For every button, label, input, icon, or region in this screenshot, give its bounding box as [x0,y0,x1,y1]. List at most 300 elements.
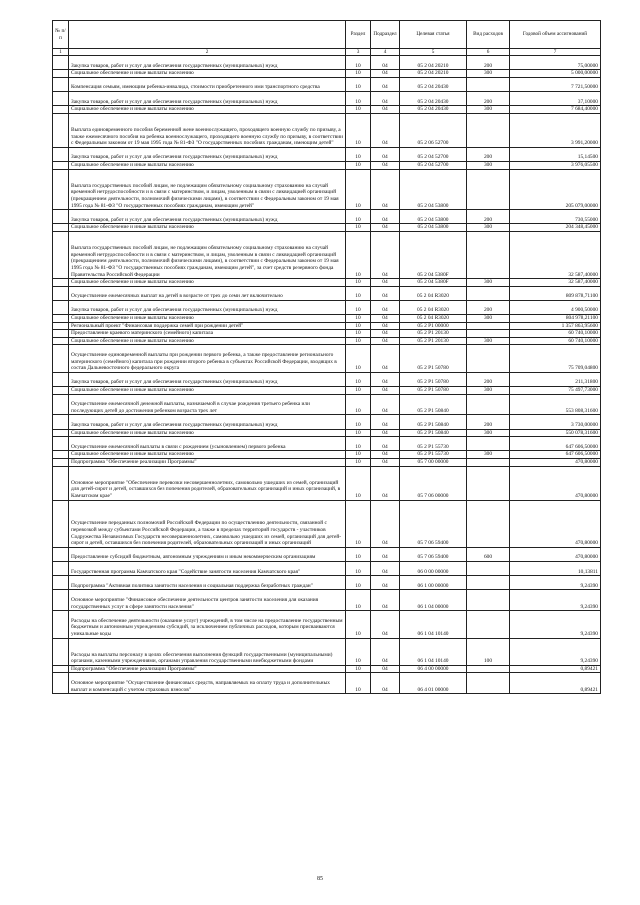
row-target: 05 2 P1 55730 [400,437,467,451]
row-target: 06 4 01 00000 [400,673,467,694]
row-number [53,466,69,500]
row-target: 05 7 00 00000 [400,458,467,466]
row-name: Выплата государственных пособий лицам, не подлежащим обязательному социальному страхованию на случай временной нетрудоспособности и в связи с материнством, и лицам, уволенным в связи с ликвидацией организаций (прекращением деятельности, полномочий физическими лицами), в соответствии с Федеральным законом от 19 мая 1995 года № 81-ФЗ "О государственных пособиях гражданам, имеющим детей", за счет средств резервного фонда Правительства Российской Федерации [69,231,346,278]
row-amount: 470,80000 [510,466,601,500]
row-razdel: 10 [346,315,371,323]
row-amount: 9,24390 [510,638,601,665]
row-razdel: 10 [346,451,371,459]
row-podrazdel: 04 [371,673,400,694]
row-vid [467,77,510,91]
row-target: 05 2 P1 50780 [400,387,467,395]
table-row [53,387,601,395]
row-razdel: 10 [346,322,371,330]
row-razdel: 10 [346,106,371,114]
table-row [53,429,601,437]
table-row [53,315,601,323]
row-target: 05 7 06 00000 [400,466,467,500]
row-name: Расходы на выплаты персоналу в целях обеспечения выполнения функций государственными (муниципальными) органами, казенными учреждениями, органами управления государственными внебюджетными фондами [69,638,346,665]
row-razdel: 10 [346,224,371,232]
row-amount: 60 740,10000 [510,337,601,345]
table-row [53,576,601,590]
row-name: Осуществление ежемесячной денежной выплаты, назначаемой в случае рождения третьего ребенка или последующих детей до достижения ребенком возраста трех лет [69,394,346,415]
row-vid [467,673,510,694]
row-number [53,224,69,232]
header-amount: Годовой объем ассигнований [510,21,601,49]
row-amount: 15,14500 [510,147,601,161]
row-target: 05 2 04 53800 [400,210,467,224]
row-podrazdel: 04 [371,91,400,105]
row-razdel: 10 [346,590,371,611]
row-number [53,300,69,314]
row-amount: 730,55000 [510,210,601,224]
row-podrazdel: 04 [371,337,400,345]
row-vid [467,576,510,590]
row-target: 06 1 00 00000 [400,576,467,590]
table-row [53,394,601,415]
row-target: 05 2 04 5380F [400,279,467,287]
row-amount: 3 991,20000 [510,113,601,147]
row-number [53,70,69,78]
row-podrazdel: 04 [371,576,400,590]
row-vid [467,458,510,466]
row-name: Осуществление ежемесячных выплат на детей в возрасте от трех до семи лет включительно [69,286,346,300]
table-row [53,500,601,547]
row-number [53,56,69,70]
row-target: 05 2 04 R3020 [400,286,467,300]
row-amount: 647 606,50000 [510,437,601,451]
row-target: 05 2 P1 20130 [400,330,467,338]
row-podrazdel: 04 [371,394,400,415]
row-amount: 0,89421 [510,665,601,673]
row-amount: 809 878,71100 [510,286,601,300]
header-name [69,21,346,49]
row-name: Осуществление переданных полномочий Российской Федерации по осуществлению деятельности, связанной с перевозкой между субъектами Российской Федерации, а также в пределах территорий государств - участников Содружества Независимых Государств несовершеннолетних, самовольно ушедших из семей, организаций для детей-сирот и детей, оставшихся без попечения родителей, образовательных организаций и иных организаций [69,500,346,547]
row-podrazdel: 04 [371,590,400,611]
row-razdel: 10 [346,56,371,70]
row-razdel: 10 [346,113,371,147]
row-vid [467,113,510,147]
row-target: 06 1 04 10140 [400,638,467,665]
row-number [53,315,69,323]
table-row [53,279,601,287]
row-amount: 7 721,50000 [510,77,601,91]
table-row [53,210,601,224]
row-vid: 300 [467,429,510,437]
row-target: 05 2 04 52700 [400,147,467,161]
table-row [53,590,601,611]
row-target: 05 2 P1 50780 [400,372,467,386]
row-name: Подпрограмма "Обеспечение реализации Программы" [69,458,346,466]
row-amount: 4 900,50000 [510,300,601,314]
row-podrazdel: 04 [371,345,400,372]
table-row [53,561,601,575]
row-podrazdel: 04 [371,224,400,232]
table-row [53,300,601,314]
row-podrazdel: 04 [371,500,400,547]
row-vid [467,322,510,330]
row-name: Предоставление краевого материнского (семейного) капитала [69,330,346,338]
row-vid: 600 [467,547,510,561]
table-row [53,458,601,466]
row-name: Социальное обеспечение и иные выплаты населению [69,429,346,437]
row-razdel: 10 [346,466,371,500]
row-target: 05 2 04 20430 [400,91,467,105]
row-vid: 300 [467,315,510,323]
row-razdel: 10 [346,169,371,210]
row-razdel: 10 [346,91,371,105]
row-amount: 75 709,04800 [510,345,601,372]
row-razdel: 10 [346,458,371,466]
row-target: 05 2 04 52700 [400,161,467,169]
row-podrazdel: 04 [371,638,400,665]
row-podrazdel: 04 [371,415,400,429]
row-vid [467,345,510,372]
row-amount: 550 078,31600 [510,429,601,437]
row-number [53,638,69,665]
header-num: № п/п [53,21,69,49]
row-podrazdel: 04 [371,372,400,386]
row-razdel: 10 [346,638,371,665]
row-target: 05 2 06 52700 [400,113,467,147]
row-number [53,500,69,547]
row-amount: 3 976,05500 [510,161,601,169]
row-vid [467,286,510,300]
row-amount: 32 587,40000 [510,231,601,278]
row-vid [467,231,510,278]
row-podrazdel: 04 [371,113,400,147]
row-target: 05 2 P1 50780 [400,345,467,372]
column-number: 5 [400,49,467,56]
row-number [53,113,69,147]
row-target: 05 2 04 20210 [400,56,467,70]
row-target: 05 2 P1 55730 [400,451,467,459]
row-razdel: 10 [346,300,371,314]
row-vid [467,466,510,500]
row-name: Осуществление единовременной выплаты при рождении первого ребенка, а также предоставление регионального материнского (семейного) капитала при рождении второго ребенка в субъектах Российской Федерации, входящих в состав Дальневосточного федерального округа [69,345,346,372]
table-row [53,451,601,459]
row-number [53,147,69,161]
row-name: Основное мероприятие "Обеспечение перевозки несовершеннолетних, самовольно ушедших из семей, организаций для детей-сирот и детей, оставшихся без попечения родителей, образовательных организаций и иных организаций, в Камчатском крае" [69,466,346,500]
row-number [53,161,69,169]
row-name: Закупка товаров, работ и услуг для обеспечения государственных (муниципальных) нужд [69,300,346,314]
row-name: Подпрограмма "Активная политика занятости населения и социальная поддержка безработных граждан" [69,576,346,590]
table-row [53,231,601,278]
row-vid: 200 [467,147,510,161]
row-vid: 300 [467,337,510,345]
row-podrazdel: 04 [371,547,400,561]
table-row [53,437,601,451]
row-podrazdel: 04 [371,70,400,78]
row-razdel: 10 [346,279,371,287]
row-razdel: 10 [346,429,371,437]
row-amount: 647 606,50000 [510,451,601,459]
row-podrazdel: 04 [371,466,400,500]
row-number [53,330,69,338]
budget-table [52,20,601,694]
row-name: Выплата государственных пособий лицам, не подлежащим обязательному социальному страхованию на случай временной нетрудоспособности и в связи с материнством, и лицам, уволенным в связи с ликвидацией организаций (прекращением деятельности, полномочий физическими лицами), в соответствии с Федеральным законом от 19 мая 1995 года № 81-ФЗ "О государственных пособиях гражданам, имеющим детей" [69,169,346,210]
row-name: Основное мероприятие "Осуществление финансовых средств, направляемых на оплату труда и дополнительных выплат и компенсаций с учетом страховых взносов" [69,673,346,694]
row-name: Расходы на обеспечение деятельности (оказание услуг) учреждений, в том числе на предоставление государственным бюджетным и автономным учреждениям субсидий, за исключением публичных расходов, которым присваиваются уникальные коды [69,611,346,638]
row-name: Закупка товаров, работ и услуг для обеспечения государственных (муниципальных) нужд [69,91,346,105]
row-name: Основное мероприятие "Финансовое обеспечение деятельности центров занятости населения для оказания государственных услуг в сфере занятости населения" [69,590,346,611]
row-vid [467,437,510,451]
row-podrazdel: 04 [371,429,400,437]
row-name: Социальное обеспечение и иные выплаты населению [69,106,346,114]
row-podrazdel: 04 [371,169,400,210]
row-vid [467,611,510,638]
row-amount: 9,24390 [510,590,601,611]
row-target: 05 2 04 R3020 [400,300,467,314]
row-razdel: 10 [346,415,371,429]
column-number: 1 [53,49,69,56]
row-razdel: 10 [346,210,371,224]
row-amount: 75,00000 [510,56,601,70]
table-row [53,415,601,429]
row-target: 05 7 06 59400 [400,500,467,547]
row-vid: 300 [467,70,510,78]
row-number [53,210,69,224]
row-name: Закупка товаров, работ и услуг для обеспечения государственных (муниципальных) нужд [69,372,346,386]
row-number [53,394,69,415]
row-number [53,561,69,575]
row-target: 05 2 04 R3020 [400,315,467,323]
row-razdel: 10 [346,161,371,169]
row-razdel: 10 [346,147,371,161]
row-vid [467,665,510,673]
table-row [53,665,601,673]
table-row [53,91,601,105]
table-row [53,106,601,114]
row-name: Предоставление субсидий бюджетным, автономным учреждениям и иным некоммерческим организациям [69,547,346,561]
row-target: 05 2 04 53800 [400,224,467,232]
row-number [53,77,69,91]
row-podrazdel: 04 [371,387,400,395]
row-name: Социальное обеспечение и иные выплаты населению [69,279,346,287]
row-amount: 804 978,21100 [510,315,601,323]
row-number [53,372,69,386]
row-target: 05 2 04 20210 [400,70,467,78]
row-amount: 470,80000 [510,458,601,466]
row-number [53,322,69,330]
row-vid [467,561,510,575]
row-amount: 204 348,45000 [510,224,601,232]
row-podrazdel: 04 [371,210,400,224]
row-podrazdel: 04 [371,330,400,338]
row-target: 06 1 04 00000 [400,590,467,611]
row-vid: 300 [467,106,510,114]
row-number [53,611,69,638]
row-target: 05 2 04 5380F [400,231,467,278]
table-row [53,466,601,500]
page-number: 85 [317,876,323,882]
row-target: 06 1 04 10140 [400,611,467,638]
header-podrazdel: Подраздел [371,21,400,49]
row-razdel: 10 [346,337,371,345]
row-number [53,665,69,673]
row-amount: 211,31800 [510,372,601,386]
row-vid: 200 [467,415,510,429]
row-target: 05 2 P1 50840 [400,394,467,415]
row-vid: 300 [467,387,510,395]
row-vid [467,590,510,611]
row-target: 05 2 04 53800 [400,169,467,210]
table-row [53,611,601,638]
row-podrazdel: 04 [371,106,400,114]
row-number [53,337,69,345]
row-target: 05 2 P1 50840 [400,429,467,437]
table-row [53,147,601,161]
table-row [53,286,601,300]
row-podrazdel: 04 [371,437,400,451]
row-name: Социальное обеспечение и иные выплаты населению [69,387,346,395]
row-razdel: 10 [346,372,371,386]
row-number [53,429,69,437]
row-razdel: 10 [346,500,371,547]
row-podrazdel: 04 [371,561,400,575]
row-name: Социальное обеспечение и иные выплаты населению [69,451,346,459]
row-amount: 205 079,00000 [510,169,601,210]
column-numbers-row [53,49,601,56]
row-razdel: 10 [346,611,371,638]
row-vid: 300 [467,279,510,287]
row-podrazdel: 04 [371,56,400,70]
column-number: 3 [346,49,371,56]
table-header-row [53,21,601,49]
row-amount: 470,80000 [510,547,601,561]
row-razdel: 10 [346,673,371,694]
table-row [53,337,601,345]
table-row [53,330,601,338]
table-row [53,322,601,330]
row-vid: 300 [467,451,510,459]
row-name: Закупка товаров, работ и услуг для обеспечения государственных (муниципальных) нужд [69,415,346,429]
row-amount: 32 587,40000 [510,279,601,287]
row-number [53,458,69,466]
row-number [53,345,69,372]
row-vid: 200 [467,91,510,105]
row-podrazdel: 04 [371,231,400,278]
row-vid: 200 [467,372,510,386]
row-razdel: 10 [346,77,371,91]
row-razdel: 10 [346,665,371,673]
row-razdel: 10 [346,231,371,278]
row-amount: 7 684,40000 [510,106,601,114]
row-name: Компенсация семьям, имеющим ребенка-инвалида, стоимости приобретенного ими транспортного средства [69,77,346,91]
row-name: Социальное обеспечение и иные выплаты населению [69,70,346,78]
row-podrazdel: 04 [371,315,400,323]
row-razdel: 10 [346,437,371,451]
row-vid [467,169,510,210]
table-row [53,56,601,70]
row-target: 06 4 00 00000 [400,665,467,673]
row-podrazdel: 04 [371,322,400,330]
row-name: Закупка товаров, работ и услуг для обеспечения государственных (муниципальных) нужд [69,56,346,70]
row-number [53,231,69,278]
row-target: 05 2 P1 50840 [400,415,467,429]
row-number [53,387,69,395]
row-amount: 9,24390 [510,611,601,638]
column-number: 4 [371,49,400,56]
row-name: Социальное обеспечение и иные выплаты населению [69,161,346,169]
row-vid: 100 [467,638,510,665]
column-number: 7 [510,49,601,56]
row-vid [467,330,510,338]
column-number: 2 [69,49,346,56]
row-podrazdel: 04 [371,77,400,91]
header-vid: Вид расходов [467,21,510,49]
row-amount: 1 357 863,95600 [510,322,601,330]
row-name: Подпрограмма "Обеспечение реализации Программы" [69,665,346,673]
row-number [53,286,69,300]
row-amount: 75 497,73000 [510,387,601,395]
row-number [53,590,69,611]
row-podrazdel: 04 [371,300,400,314]
table-row [53,113,601,147]
row-target: 05 2 04 20430 [400,106,467,114]
row-amount: 10,13811 [510,561,601,575]
row-podrazdel: 04 [371,161,400,169]
row-number [53,451,69,459]
table-row [53,224,601,232]
row-number [53,415,69,429]
row-vid: 200 [467,300,510,314]
row-name: Социальное обеспечение и иные выплаты населению [69,337,346,345]
row-razdel: 10 [346,561,371,575]
row-podrazdel: 04 [371,286,400,300]
table-row [53,161,601,169]
row-vid: 200 [467,56,510,70]
row-vid: 300 [467,224,510,232]
row-number [53,279,69,287]
row-vid: 300 [467,161,510,169]
row-target: 05 2 04 20430 [400,77,467,91]
row-podrazdel: 04 [371,279,400,287]
row-number [53,169,69,210]
row-vid [467,394,510,415]
row-name: Социальное обеспечение и иные выплаты населению [69,224,346,232]
row-number [53,106,69,114]
row-name: Региональный проект "Финансовая поддержка семей при рождении детей" [69,322,346,330]
row-name: Социальное обеспечение и иные выплаты населению [69,315,346,323]
row-name: Выплата единовременного пособия беременной жене военнослужащего, проходящего военную службу по призыву, а также ежемесячного пособия на ребенка военнослужащего, проходящего военную службу по призыву, в соответствии с Федеральным законом от 19 мая 1995 года № 81-ФЗ "О государственных пособиях гражданам, имеющим детей" [69,113,346,147]
row-name: Государственная программа Камчатского края "Содействие занятости населения Камчатского края" [69,561,346,575]
row-amount: 5 000,00000 [510,70,601,78]
table-row [53,372,601,386]
row-razdel: 10 [346,286,371,300]
header-target: Целевая статья [400,21,467,49]
row-amount: 60 740,10000 [510,330,601,338]
row-number [53,91,69,105]
row-amount: 37,10000 [510,91,601,105]
row-name: Осуществление ежемесячной выплаты в связи с рождением (усыновлением) первого ребенка [69,437,346,451]
row-number [53,673,69,694]
row-target: 05 2 P1 00000 [400,322,467,330]
column-number: 6 [467,49,510,56]
table-row [53,673,601,694]
row-razdel: 10 [346,547,371,561]
row-razdel: 10 [346,387,371,395]
table-row [53,70,601,78]
table-row [53,638,601,665]
row-podrazdel: 04 [371,458,400,466]
row-podrazdel: 04 [371,451,400,459]
row-amount: 3 730,00000 [510,415,601,429]
table-body [53,56,601,694]
row-target: 05 7 06 59400 [400,547,467,561]
row-number [53,437,69,451]
row-razdel: 10 [346,576,371,590]
table-row [53,77,601,91]
